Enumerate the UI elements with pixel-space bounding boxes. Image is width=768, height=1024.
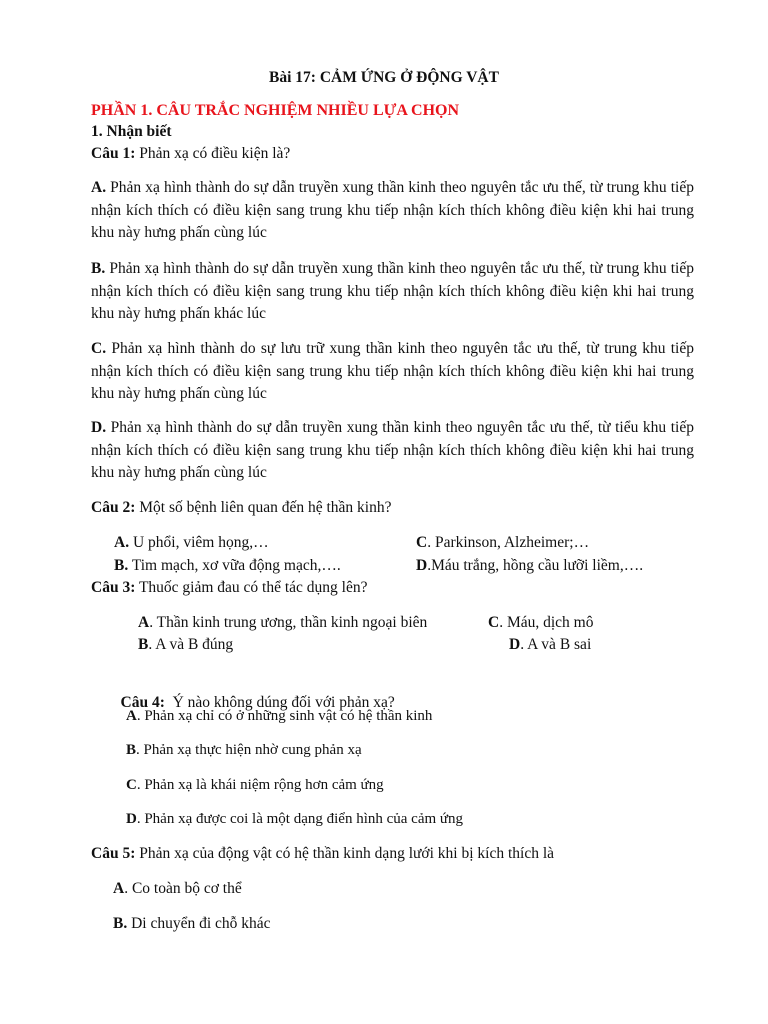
option-text: . Phản xạ chỉ có ở những sinh vật có hệ thần kinh: [136, 708, 433, 724]
option-key: A: [138, 614, 150, 631]
question-4-text: Ý nào không dúng đối với phản xạ?: [164, 694, 395, 711]
option-key: C: [126, 777, 137, 793]
question-2-option-b: [114, 555, 341, 577]
question-5-option-a: [113, 878, 242, 900]
option-key: A.: [91, 179, 107, 196]
question-3-option-d: [509, 634, 591, 656]
option-key: C.: [91, 340, 107, 357]
option-key: D: [126, 811, 137, 827]
option-text: . Thần kinh trung ương, thần kinh ngoại biên: [149, 614, 428, 631]
question-1-option-d: [91, 417, 694, 485]
option-key: A: [113, 880, 125, 897]
option-text: . Máu, dịch mô: [499, 614, 594, 631]
option-text: . Phản xạ là khái niệm rộng hơn cảm ứng: [136, 777, 384, 793]
section-heading: PHẦN 1. CÂU TRẮC NGHIỆM NHIỀU LỰA CHỌN: [91, 102, 460, 119]
option-text: Phản xạ hình thành do sự dẫn truyền xung thần kinh theo nguyên tắc ưu thế, từ trung khu tiếp nhận kích thích có điều kiện sang trung khu tiếp nhận kích thích không điều kiện khi hai trung khu này hưng phấn cùng lúc: [91, 179, 694, 241]
question-2-text: Một số bệnh liên quan đến hệ thần kinh?: [135, 499, 392, 516]
level-heading: 1. Nhận biết: [91, 123, 172, 140]
option-key: D.: [91, 419, 107, 436]
question-2-label: Câu 2:: [91, 499, 136, 516]
question-2-option-d: [416, 555, 643, 577]
question-4-option-c: [126, 774, 384, 796]
question-5: [91, 843, 554, 865]
option-text: . Co toàn bộ cơ thể: [124, 880, 242, 897]
question-2-option-c: [416, 532, 589, 554]
option-text: . A và B đúng: [148, 636, 234, 653]
question-3-option-b: [138, 634, 233, 656]
option-key: C: [488, 614, 500, 631]
question-5-label: Câu 5:: [91, 845, 136, 862]
question-3: [91, 577, 368, 599]
question-3-option-a: [138, 612, 427, 634]
option-key: B: [138, 636, 149, 653]
question-1-option-a: [91, 177, 694, 245]
option-key: D: [509, 636, 521, 653]
option-text: Phản xạ hình thành do sự dẫn truyền xung thần kinh theo nguyên tắc ưu thế, từ tiểu khu tiếp nhận kích thích có điều kiện sang trung khu tiếp nhận kích thích không điều kiện khi hai trung khu này hưng phấn cùng lúc: [91, 419, 694, 481]
question-1: [91, 143, 290, 165]
option-text: U phổi, viêm họng,…: [129, 534, 269, 551]
question-4-option-b: [126, 739, 362, 761]
option-key: B.: [91, 260, 106, 277]
option-key: A.: [114, 534, 130, 551]
question-1-label: Câu 1:: [91, 145, 136, 162]
question-3-text: Thuốc giảm đau có thể tác dụng lên?: [135, 579, 368, 596]
question-3-option-c: [488, 612, 593, 634]
option-key: B: [126, 742, 137, 758]
question-4-option-d: [126, 808, 463, 830]
question-2: [91, 497, 392, 519]
option-text: . Phản xạ được coi là một dạng điển hình của cảm ứng: [136, 811, 464, 827]
option-text: .Máu trắng, hồng cầu lưỡi liềm,….: [427, 557, 644, 574]
option-text: Tim mạch, xơ vữa động mạch,….: [128, 557, 341, 574]
option-key: D: [416, 557, 428, 574]
option-key: A: [126, 708, 137, 724]
question-3-label: Câu 3:: [91, 579, 136, 596]
question-5-text: Phản xạ của động vật có hệ thần kinh dạng lưới khi bị kích thích là: [135, 845, 555, 862]
page-title: Bài 17: CẢM ỨNG Ở ĐỘNG VẬT: [269, 69, 499, 86]
question-1-text: Phản xạ có điều kiện là?: [135, 145, 291, 162]
option-text: Phản xạ hình thành do sự lưu trữ xung thần kinh theo nguyên tắc ưu thế, từ trung khu tiếp nhận kích thích có điều kiện sang trung khu tiếp nhận kích thích không điều kiện khi hai trung khu này hưng phấn cùng lúc: [91, 340, 694, 402]
option-text: . Phản xạ thực hiện nhờ cung phản xạ: [136, 742, 362, 758]
question-1-option-c: [91, 338, 694, 406]
option-key: C: [416, 534, 428, 551]
question-4-label: Câu 4:: [120, 694, 165, 711]
option-text: . A và B sai: [520, 636, 592, 653]
question-4-option-a: [126, 705, 432, 727]
option-text: Di chuyển đi chỗ khác: [127, 915, 271, 932]
option-key: B.: [113, 915, 128, 932]
question-5-option-b: [113, 913, 271, 935]
question-2-option-a: [114, 532, 269, 554]
option-text: Phản xạ hình thành do sự dẫn truyền xung thần kinh theo nguyên tắc ưu thế, từ trung khu tiếp nhận kích thích có điều kiện sang trung khu tiếp nhận kích thích không điều kiện khi hai trung khu này hưng phấn khác lúc: [91, 260, 694, 322]
option-text: . Parkinson, Alzheimer;…: [427, 534, 590, 551]
question-1-option-b: [91, 258, 694, 326]
option-key: B.: [114, 557, 129, 574]
